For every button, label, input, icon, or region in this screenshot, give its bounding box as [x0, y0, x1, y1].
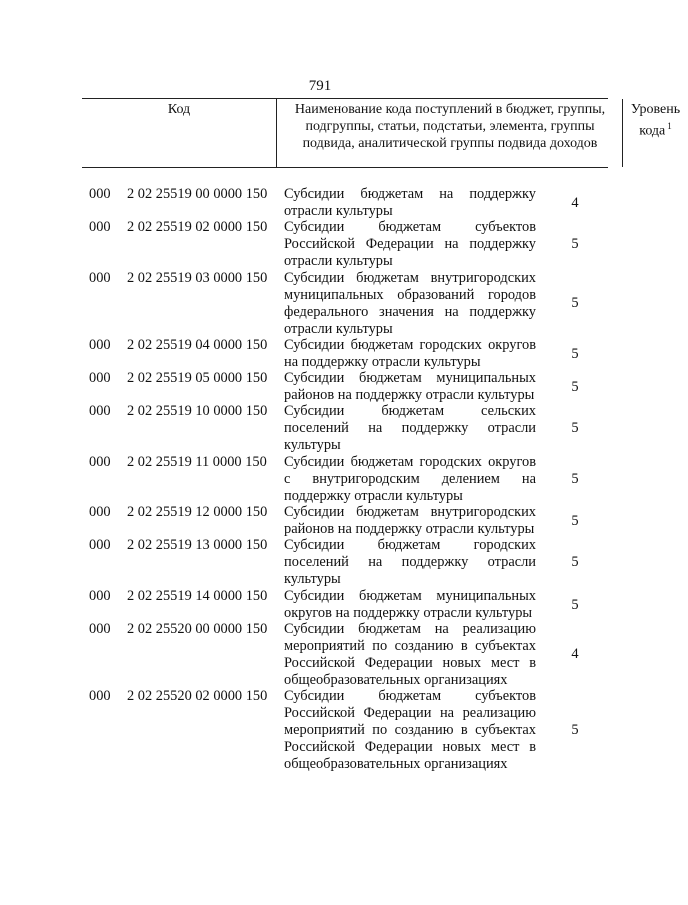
row-name: Субсидии бюджетам сельских поселений на поддержку отрасли культуры [284, 403, 536, 453]
row-name: Субсидии бюджетам городских округов с внутригородским делением на поддержку отрасли культуры [284, 454, 536, 504]
row-name: Субсидии бюджетам субъектов Российской Федерации на реализацию мероприятий по созданию в субъектах Российской Федерации новых мест в общеобразовательных организациях [284, 688, 536, 772]
row-prefix: 000 [89, 537, 111, 553]
row-name: Субсидии бюджетам городских поселений на поддержку отрасли культуры [284, 537, 536, 587]
row-code: 2 02 25519 05 0000 150 [127, 370, 268, 386]
row-level: 5 [571, 513, 579, 529]
row-code: 2 02 25519 14 0000 150 [127, 588, 268, 604]
header-code [82, 99, 277, 167]
row-name: Субсидии бюджетам городских округов на поддержку отрасли культуры [284, 337, 536, 370]
row-level: 5 [571, 597, 579, 613]
row-prefix: 000 [89, 370, 111, 386]
row-prefix: 000 [89, 186, 111, 202]
row-prefix: 000 [89, 454, 111, 470]
row-code: 2 02 25519 12 0000 150 [127, 504, 268, 520]
row-name: Субсидии бюджетам внутригородских районов на поддержку отрасли культуры [284, 504, 536, 537]
row-code: 2 02 25519 00 0000 150 [127, 186, 268, 202]
row-prefix: 000 [89, 504, 111, 520]
row-prefix: 000 [89, 219, 111, 235]
row-name: Субсидии бюджетам внутригородских муниципальных образований городов федерального значения на поддержку отрасли культуры [284, 270, 536, 337]
header-level-label: Уровень кода [630, 102, 681, 139]
row-name: Субсидии бюджетам муниципальных округов на поддержку отрасли культуры [284, 588, 536, 621]
row-code: 2 02 25519 03 0000 150 [127, 270, 268, 286]
row-name: Субсидии бюджетам на поддержку отрасли культуры [284, 186, 536, 219]
row-prefix: 000 [89, 588, 111, 604]
row-level: 5 [571, 420, 579, 436]
footnote-mark: 1 [667, 121, 672, 131]
row-level: 4 [571, 646, 579, 662]
row-prefix: 000 [89, 337, 111, 353]
row-prefix: 000 [89, 270, 111, 286]
header-name-label: Наименование кода поступлений в бюджет, группы, подгруппы, статьи, подстатьи, элемента, группы подвида, аналитической группы подвида доходов [294, 102, 606, 151]
row-code: 2 02 25520 00 0000 150 [127, 621, 268, 637]
row-level: 5 [571, 295, 579, 311]
row-name: Субсидии бюджетам субъектов Российской Федерации на поддержку отрасли культуры [284, 219, 536, 269]
header-code-label: Код [167, 102, 191, 117]
row-code: 2 02 25520 02 0000 150 [127, 688, 268, 704]
page-number: 791 [308, 78, 332, 94]
header-level [623, 99, 688, 167]
row-name: Субсидии бюджетам муниципальных районов на поддержку отрасли культуры [284, 370, 536, 403]
row-prefix: 000 [89, 621, 111, 637]
row-code: 2 02 25519 13 0000 150 [127, 537, 268, 553]
row-level: 5 [571, 471, 579, 487]
row-level: 5 [571, 722, 579, 738]
row-level: 4 [571, 195, 579, 211]
row-code: 2 02 25519 02 0000 150 [127, 219, 268, 235]
row-level: 5 [571, 554, 579, 570]
row-level: 5 [571, 236, 579, 252]
row-level: 5 [571, 379, 579, 395]
row-prefix: 000 [89, 688, 111, 704]
row-prefix: 000 [89, 403, 111, 419]
header-name [278, 99, 623, 167]
table-header [82, 98, 681, 168]
row-code: 2 02 25519 04 0000 150 [127, 337, 268, 353]
row-code: 2 02 25519 11 0000 150 [127, 454, 267, 470]
row-level: 5 [571, 346, 579, 362]
row-name: Субсидии бюджетам на реализацию мероприятий по созданию в субъектах Российской Федерации новых мест в общеобразовательных организациях [284, 621, 536, 688]
row-code: 2 02 25519 10 0000 150 [127, 403, 268, 419]
